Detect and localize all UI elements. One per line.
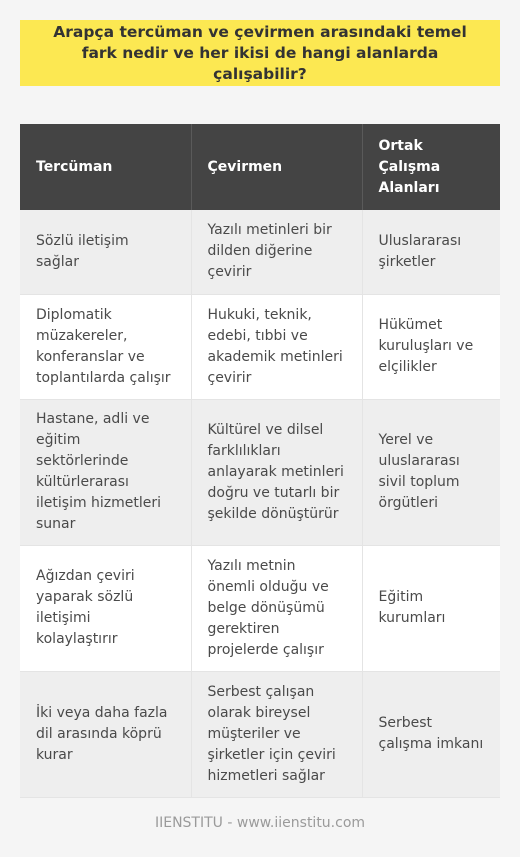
table-row [20, 294, 500, 399]
title-banner [20, 20, 500, 86]
footer-credit: IIENSTITU - www.iienstitu.com [154, 815, 366, 831]
table-cell: Ağızdan çeviri yaparak sözlü iletişimi kolaylaştırır [20, 545, 191, 671]
table-body [20, 210, 500, 797]
header-cell-cevirmen: Çevirmen [191, 124, 362, 210]
table-row [20, 545, 500, 671]
comparison-table [20, 124, 500, 798]
table-cell: Hukuki, teknik, edebi, tıbbi ve akademik metinleri çevirir [191, 294, 362, 399]
table-row [20, 210, 500, 294]
table-row [20, 671, 500, 797]
table-cell: Serbest çalışan olarak bireysel müşteriler ve şirketler için çeviri hizmetleri sağlar [191, 671, 362, 797]
table-cell: Uluslararası şirketler [362, 210, 500, 294]
header-row [20, 124, 500, 210]
table-cell: Eğitim kurumları [362, 545, 500, 671]
table-row [20, 399, 500, 545]
table-cell: İki veya daha fazla dil arasında köprü kurar [20, 671, 191, 797]
page-title: Arapça tercüman ve çevirmen arasındaki temel fark nedir ve her ikisi de hangi alanlarda çalışabilir? [53, 22, 467, 83]
table-cell: Yazılı metinleri bir dilden diğerine çevirir [191, 210, 362, 294]
table-cell: Hükümet kuruluşları ve elçilikler [362, 294, 500, 399]
table-cell: Hastane, adli ve eğitim sektörlerinde kültürlerarası iletişim hizmetleri sunar [20, 399, 191, 545]
table-header [20, 124, 500, 210]
header-cell-ortak-alanlar: Ortak Çalışma Alanları [362, 124, 500, 210]
table-cell: Kültürel ve dilsel farklılıkları anlayarak metinleri doğru ve tutarlı bir şekilde dönüştürür [191, 399, 362, 545]
table-cell: Serbest çalışma imkanı [362, 671, 500, 797]
table-cell: Yerel ve uluslararası sivil toplum örgütleri [362, 399, 500, 545]
table-cell: Yazılı metnin önemli olduğu ve belge dönüşümü gerektiren projelerde çalışır [191, 545, 362, 671]
table-cell: Diplomatik müzakereler, konferanslar ve toplantılarda çalışır [20, 294, 191, 399]
table-cell: Sözlü iletişim sağlar [20, 210, 191, 294]
header-cell-tercuman: Tercüman [20, 124, 191, 210]
